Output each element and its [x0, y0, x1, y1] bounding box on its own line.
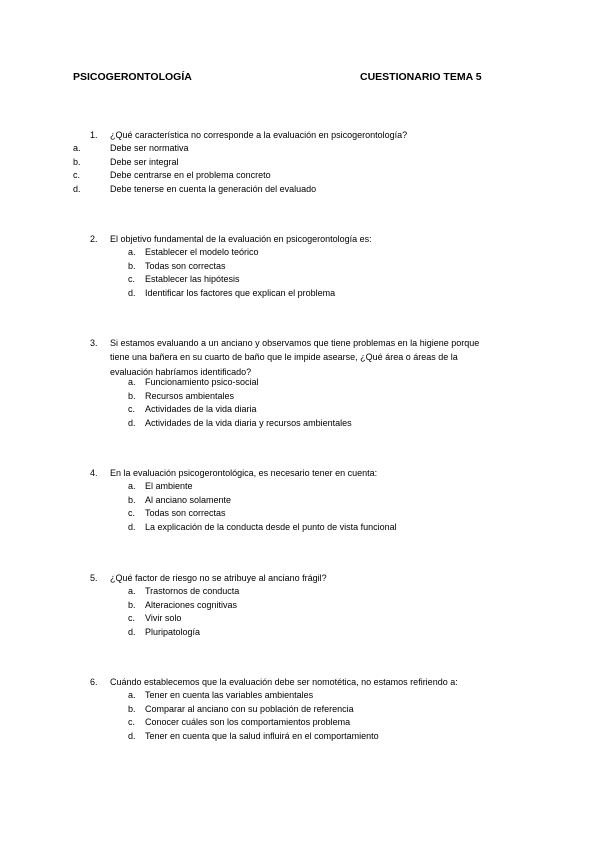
- option-text: Conocer cuáles son los comportamientos problema: [145, 717, 351, 727]
- question-text: [110, 675, 530, 689]
- option-letter: d.: [128, 730, 136, 741]
- question-number: 2.: [90, 234, 98, 244]
- question-line: El objetivo fundamental de la evaluación en psicogerontología es:: [110, 234, 372, 244]
- option-letter: a.: [128, 690, 136, 700]
- option-text: El ambiente: [145, 481, 193, 491]
- option-letter: d.: [73, 183, 81, 194]
- question-line: Si estamos evaluando a un anciano y observamos que tiene problemas en la higiene porque: [110, 338, 480, 348]
- option-text: Tener en cuenta las variables ambientales: [145, 690, 314, 700]
- question-number: 5.: [90, 573, 98, 583]
- option-text: Debe ser integral: [110, 156, 179, 167]
- question-number: 4.: [90, 468, 98, 478]
- question-number: 3.: [90, 338, 98, 348]
- option-letter: d.: [128, 417, 136, 428]
- option-letter: c.: [128, 508, 136, 518]
- option-letter: c.: [128, 613, 136, 623]
- option-letter: a.: [128, 377, 136, 387]
- option-text: Recursos ambientales: [145, 390, 235, 401]
- question-text: [110, 571, 530, 585]
- option-text: Funcionamiento psico-social: [145, 377, 259, 387]
- option-text: Actividades de la vida diaria y recursos ambientales: [145, 417, 352, 428]
- option-text: Actividades de la vida diaria: [145, 404, 257, 414]
- question-text: [110, 336, 530, 379]
- option-letter: c.: [128, 404, 136, 414]
- option-letter: d.: [128, 521, 136, 532]
- question-line: tiene una bañera en su cuarto de baño que le impide asearse, ¿Qué área o áreas de la: [110, 352, 458, 363]
- option-letter: b.: [73, 156, 81, 167]
- option-text: Establecer el modelo teórico: [145, 247, 259, 257]
- question-number: 6.: [90, 677, 98, 687]
- option-letter: b.: [128, 390, 136, 401]
- option-text: Todas son correctas: [145, 260, 226, 271]
- course-title: PSICOGERONTOLOGÍA: [73, 71, 192, 83]
- option-letter: b.: [128, 703, 136, 714]
- option-letter: b.: [128, 599, 136, 610]
- option-text: Debe tenerse en cuenta la generación del evaluado: [110, 183, 317, 194]
- option-text: Alteraciones cognitivas: [145, 599, 238, 610]
- option-letter: a.: [128, 481, 136, 491]
- question-line: Cuándo establecemos que la evaluación debe ser nomotética, no estamos refiriendo a:: [110, 677, 458, 687]
- option-text: Tener en cuenta que la salud influirá en el comportamiento: [145, 730, 379, 741]
- option-text: Vivir solo: [145, 613, 182, 623]
- option-text: Pluripatología: [145, 626, 201, 637]
- option-letter: b.: [128, 260, 136, 271]
- question-line: En la evaluación psicogerontológica, es necesario tener en cuenta:: [110, 468, 378, 478]
- option-text: Establecer las hipótesis: [145, 274, 240, 284]
- question-line: evaluación habríamos identificado?: [110, 366, 252, 377]
- option-text: Debe ser normativa: [110, 143, 189, 153]
- option-letter: c.: [128, 717, 136, 727]
- option-text: Debe centrarse en el problema concreto: [110, 170, 271, 180]
- option-letter: a.: [73, 143, 81, 153]
- option-text: Trastornos de conducta: [145, 586, 240, 596]
- question-line: ¿Qué factor de riesgo no se atribuye al anciano frágil?: [110, 573, 327, 583]
- question-text: [110, 232, 530, 246]
- questionnaire-title: CUESTIONARIO TEMA 5: [360, 71, 482, 83]
- option-text: Al anciano solamente: [145, 494, 232, 505]
- option-text: La explicación de la conducta desde el punto de vista funcional: [145, 521, 397, 532]
- option-letter: d.: [128, 626, 136, 637]
- question-text: [110, 466, 530, 480]
- option-text: Todas son correctas: [145, 508, 226, 518]
- option-letter: a.: [128, 247, 136, 257]
- option-letter: d.: [128, 287, 136, 298]
- option-letter: c.: [128, 274, 136, 284]
- option-letter: a.: [128, 586, 136, 596]
- option-text: Comparar al anciano con su población de referencia: [145, 703, 354, 714]
- question-text: [110, 128, 530, 142]
- question-number: 1.: [90, 130, 98, 140]
- option-letter: b.: [128, 494, 136, 505]
- question-line: ¿Qué característica no corresponde a la evaluación en psicogerontología?: [110, 130, 408, 140]
- option-text: Identificar los factores que explican el problema: [145, 287, 336, 298]
- option-letter: c.: [73, 170, 81, 180]
